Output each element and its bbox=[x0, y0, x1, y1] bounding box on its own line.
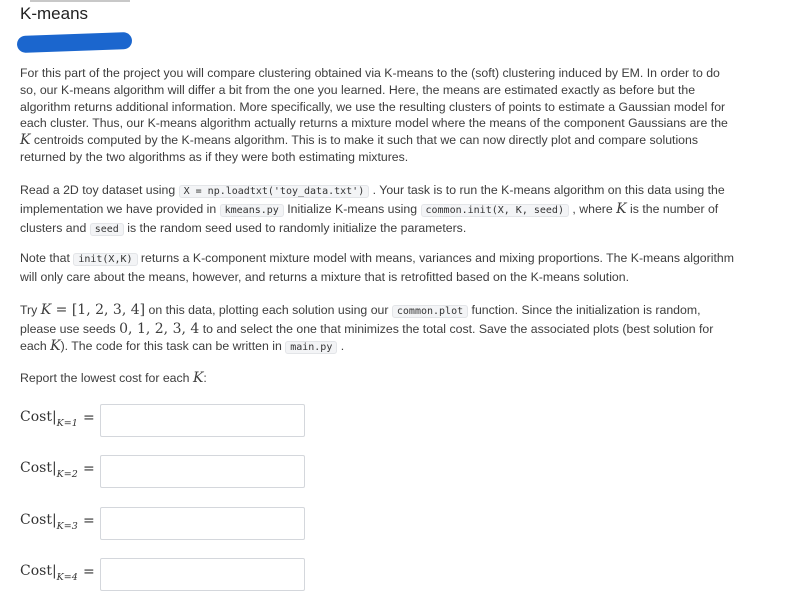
cost-label-k1 bbox=[20, 409, 78, 429]
equals-sign: = bbox=[83, 410, 95, 426]
tryk-text-2: on this data, plotting each solution using our bbox=[145, 303, 392, 317]
math-seeds: 0, 1, 2, 3, 4 bbox=[119, 320, 200, 337]
answer-row-k2 bbox=[20, 455, 320, 489]
cost-subscript: K=2 bbox=[56, 469, 78, 480]
answer-row-k4 bbox=[20, 558, 320, 592]
equals-sign: = bbox=[83, 461, 95, 477]
intro-text-b: centroids computed by the K-means algorithm. This is to make it such that we can now directly plot and compare solutions returned by the two algorithms as if they were both estimating mixtures. bbox=[20, 133, 699, 164]
dataset-paragraph bbox=[20, 182, 735, 238]
evaluated-at-bar: | bbox=[51, 460, 57, 476]
code-seed: seed bbox=[90, 223, 124, 236]
math-k: K bbox=[616, 200, 627, 217]
dataset-text-2: . Your task is to run the K-means algorithm on this data using the implementation we have provided in bbox=[20, 183, 725, 216]
report-text-2: : bbox=[203, 371, 207, 385]
report-text-1: Report the lowest cost for each bbox=[20, 371, 193, 385]
cost-input-k2[interactable] bbox=[100, 455, 305, 488]
evaluated-at-bar: | bbox=[51, 512, 57, 528]
tryk-text-3: function. Since the initialization is random, please use seeds bbox=[20, 303, 701, 336]
code-main-file: main.py bbox=[285, 341, 337, 354]
evaluated-at-bar: | bbox=[51, 409, 57, 425]
cost-subscript: K=4 bbox=[56, 572, 78, 583]
math-k: K bbox=[40, 302, 52, 318]
answer-row-k3 bbox=[20, 507, 320, 541]
tryk-text-6: . bbox=[337, 338, 345, 353]
top-divider bbox=[30, 0, 130, 2]
answer-row-k1 bbox=[20, 404, 320, 438]
tryk-text-4: to and select the one that minimizes the total cost. Save the associated plots (best solution for each bbox=[20, 321, 714, 353]
cost-input-k4[interactable] bbox=[100, 558, 305, 591]
tryk-text-5: ). The code for this task can be written in bbox=[60, 338, 286, 353]
dataset-text-3: Initialize K-means using bbox=[283, 201, 421, 216]
intro-paragraph bbox=[20, 65, 735, 166]
cost-label-k4 bbox=[20, 563, 78, 583]
cost-word: Cost bbox=[20, 460, 52, 476]
dataset-text-6: is the random seed used to randomly initialize the parameters. bbox=[123, 220, 467, 235]
math-k-set: [1, 2, 3, 4] bbox=[71, 302, 146, 318]
cost-input-k3[interactable] bbox=[100, 507, 305, 540]
math-equals: = bbox=[51, 302, 72, 318]
report-paragraph bbox=[20, 370, 735, 387]
cost-subscript: K=3 bbox=[56, 521, 78, 532]
code-kmeans-file: kmeans.py bbox=[220, 204, 284, 217]
evaluated-at-bar: | bbox=[51, 563, 57, 579]
cost-word: Cost bbox=[20, 512, 52, 528]
intro-text-a: For this part of the project you will compare clustering obtained via K-means to the (soft) clustering induced by EM. In order to do so, our K-means algorithm will differ a bit from the one you learned. Here, the means are estimated exactly as before but the algorithm returns additional information. More specifically, we use the resulting clusters of points to estimate a Gaussian model for each cluster. Thus, our K-means algorithm actually returns a mixture model where the means of the component Gaussians are the bbox=[20, 66, 728, 131]
code-common-init: common.init(X, K, seed) bbox=[421, 204, 569, 217]
try-k-paragraph bbox=[20, 302, 735, 356]
dataset-text-4: , where bbox=[568, 201, 617, 216]
code-init: init(X,K) bbox=[73, 253, 137, 266]
cost-word: Cost bbox=[20, 409, 52, 425]
page-title: K-means bbox=[20, 4, 89, 23]
cost-input-k1[interactable] bbox=[100, 404, 305, 437]
equals-sign: = bbox=[83, 513, 95, 529]
redaction-mark bbox=[17, 32, 133, 53]
math-k: K bbox=[20, 132, 31, 149]
note-text-2: returns a K-component mixture model with means, variances and mixing proportions. The K-means algorithm will only care about the means, however, and returns a mixture that is retrofitted based on the K-means solution. bbox=[20, 251, 734, 284]
dataset-text-1: Read a 2D toy dataset using bbox=[20, 183, 179, 197]
cost-label-k3 bbox=[20, 512, 78, 532]
cost-label-k2 bbox=[20, 460, 78, 480]
note-text-1: Note that bbox=[20, 251, 74, 265]
tryk-text-1: Try bbox=[20, 303, 41, 317]
math-k: K bbox=[50, 337, 61, 354]
note-paragraph bbox=[20, 250, 735, 286]
cost-subscript: K=1 bbox=[56, 418, 78, 429]
code-common-plot: common.plot bbox=[392, 305, 468, 318]
code-loadtxt: X = np.loadtxt('toy_data.txt') bbox=[179, 185, 370, 198]
math-k: K bbox=[192, 370, 204, 386]
equals-sign: = bbox=[83, 564, 95, 580]
cost-word: Cost bbox=[20, 563, 52, 579]
dataset-text-5: is the number of clusters and bbox=[20, 201, 719, 235]
